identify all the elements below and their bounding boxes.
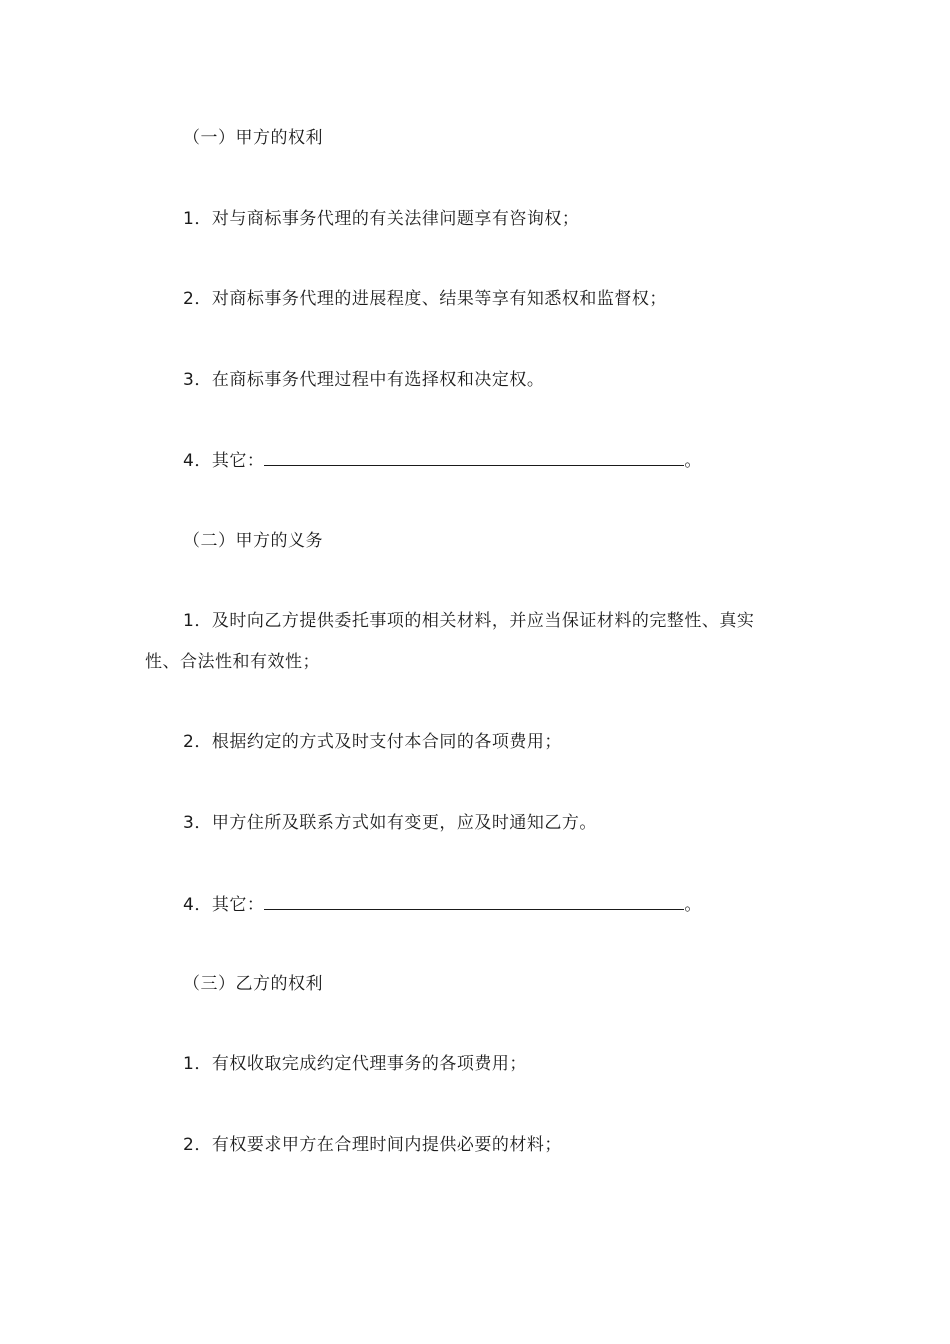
list-item: 2．根据约定的方式及时支付本合同的各项费用； (183, 732, 562, 752)
fill-in-blank[interactable] (264, 893, 684, 910)
section-heading: （一）甲方的权利 (183, 128, 323, 148)
other-item (183, 449, 702, 472)
section-heading: （二）甲方的义务 (183, 531, 323, 551)
list-item: 3．甲方住所及联系方式如有变更，应及时通知乙方。 (183, 813, 597, 833)
other-item (183, 893, 702, 916)
list-item: 2．有权要求甲方在合理时间内提供必要的材料； (183, 1135, 562, 1155)
section-heading: （三）乙方的权利 (183, 974, 323, 994)
list-item: 3．在商标事务代理过程中有选择权和决定权。 (183, 370, 545, 390)
fill-in-blank[interactable] (264, 449, 684, 466)
other-label: 4．其它： (183, 895, 265, 915)
list-item: 1．及时向乙方提供委托事项的相关材料，并应当保证材料的完整性、真实 (183, 611, 755, 631)
list-item: 1．对与商标事务代理的有关法律问题享有咨询权； (183, 209, 580, 229)
list-item: 1．有权收取完成约定代理事务的各项费用； (183, 1054, 527, 1074)
list-item: 2．对商标事务代理的进展程度、结果等享有知悉权和监督权； (183, 289, 667, 309)
other-end: 。 (684, 451, 702, 471)
other-label: 4．其它： (183, 451, 265, 471)
other-end: 。 (684, 895, 702, 915)
list-item-continuation: 性、合法性和有效性； (145, 652, 320, 672)
